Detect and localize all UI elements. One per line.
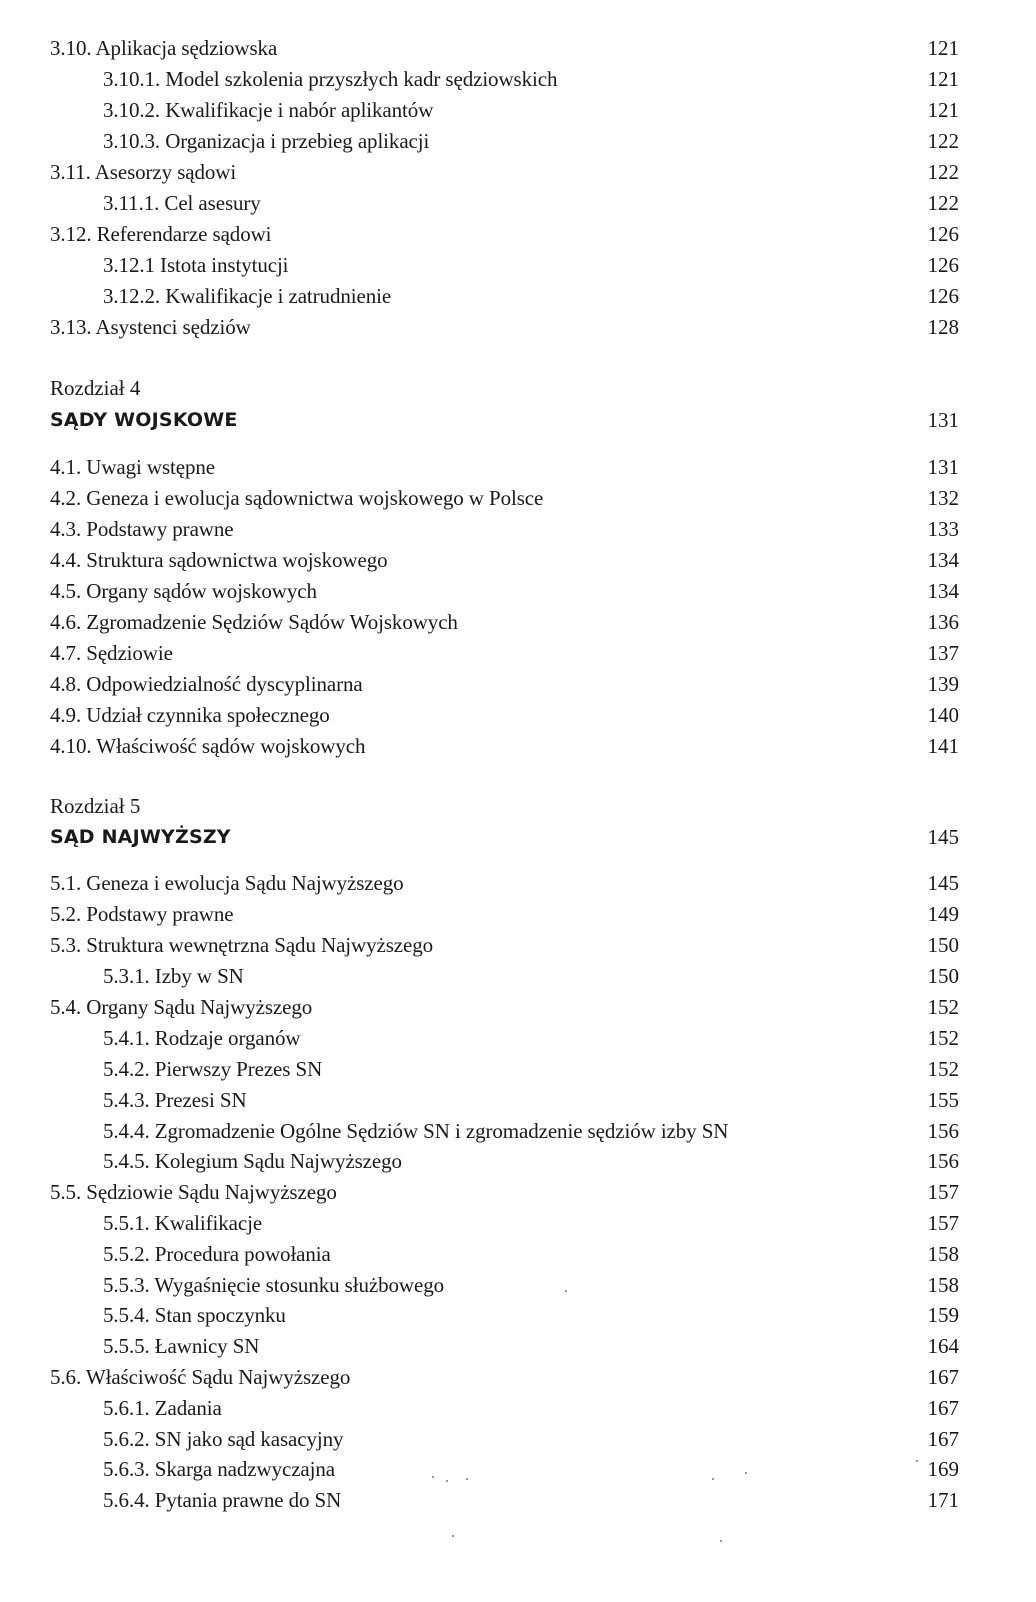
toc-entry[interactable] bbox=[103, 1146, 959, 1176]
scan-speck bbox=[745, 1472, 747, 1474]
entry-title: 3.12.1 Istota instytucji bbox=[103, 253, 289, 277]
entry-page: 141 bbox=[927, 734, 959, 758]
entry-page: 156 bbox=[927, 1119, 959, 1143]
toc-entry[interactable] bbox=[103, 126, 959, 156]
entry-page: 167 bbox=[927, 1427, 959, 1451]
scan-speck bbox=[466, 1478, 468, 1480]
entry-title: 3.10.3. Organizacja i przebieg aplikacji bbox=[103, 129, 430, 153]
entry-title: 3.10.1. Model szkolenia przyszłych kadr sędziowskich bbox=[103, 67, 558, 91]
entry-title: 5.5. Sędziowie Sądu Najwyższego bbox=[50, 1180, 337, 1204]
entry-title: 4.5. Organy sądów wojskowych bbox=[50, 579, 317, 603]
toc-entry[interactable] bbox=[103, 188, 959, 218]
toc-entry[interactable] bbox=[50, 899, 959, 929]
toc-entry[interactable] bbox=[103, 1424, 959, 1454]
chapter-page: 131 bbox=[927, 408, 959, 432]
toc-entry[interactable] bbox=[103, 1116, 959, 1146]
toc-entry[interactable] bbox=[50, 312, 959, 342]
entry-title: 5.5.1. Kwalifikacje bbox=[103, 1211, 263, 1235]
entry-title: 4.7. Sędziowie bbox=[50, 641, 173, 665]
toc-entry[interactable] bbox=[103, 281, 959, 311]
entry-page: 158 bbox=[927, 1242, 959, 1266]
entry-title: 5.4.3. Prezesi SN bbox=[103, 1088, 247, 1112]
entry-title: 5.6.4. Pytania prawne do SN bbox=[103, 1488, 342, 1512]
entry-page: 122 bbox=[927, 129, 959, 153]
entry-page: 126 bbox=[927, 253, 959, 277]
toc-entry[interactable] bbox=[103, 1300, 959, 1330]
entry-page: 128 bbox=[927, 315, 959, 339]
toc-entry[interactable] bbox=[50, 219, 959, 249]
entry-page: 167 bbox=[927, 1396, 959, 1420]
toc-entry[interactable] bbox=[50, 452, 959, 482]
toc-entry[interactable] bbox=[50, 1362, 959, 1392]
entry-page: 167 bbox=[927, 1365, 959, 1389]
entry-title: 5.1. Geneza i ewolucja Sądu Najwyższego bbox=[50, 871, 404, 895]
entry-page: 139 bbox=[927, 672, 959, 696]
entry-page: 121 bbox=[927, 36, 959, 60]
toc-entry[interactable] bbox=[103, 1270, 959, 1300]
toc-entry[interactable] bbox=[103, 1393, 959, 1423]
entry-page: 169 bbox=[927, 1457, 959, 1481]
entry-page: 145 bbox=[927, 871, 959, 895]
entry-page: 150 bbox=[927, 964, 959, 988]
entry-title: 4.4. Struktura sądownictwa wojskowego bbox=[50, 548, 388, 572]
entry-page: 140 bbox=[927, 703, 959, 727]
chapter-4-label: Rozdział 4 bbox=[50, 376, 141, 400]
toc-entry[interactable] bbox=[50, 669, 959, 699]
entry-title: 5.5.2. Procedura powołania bbox=[103, 1242, 331, 1266]
entry-page: 121 bbox=[927, 98, 959, 122]
entry-page: 158 bbox=[927, 1273, 959, 1297]
entry-page: 164 bbox=[927, 1334, 959, 1358]
entry-title: 3.13. Asystenci sędziów bbox=[50, 315, 251, 339]
entry-page: 150 bbox=[927, 933, 959, 957]
scan-speck bbox=[720, 1540, 722, 1542]
toc-entry[interactable] bbox=[50, 700, 959, 730]
toc-entry[interactable] bbox=[50, 868, 959, 898]
entry-page: 171 bbox=[927, 1488, 959, 1512]
entry-page: 136 bbox=[927, 610, 959, 634]
entry-title: 5.6.2. SN jako sąd kasacyjny bbox=[103, 1427, 344, 1451]
entry-title: 5.5.4. Stan spoczynku bbox=[103, 1303, 286, 1327]
entry-page: 152 bbox=[927, 1026, 959, 1050]
entry-title: 4.9. Udział czynnika społecznego bbox=[50, 703, 330, 727]
toc-entry[interactable] bbox=[50, 514, 959, 544]
entry-page: 152 bbox=[927, 1057, 959, 1081]
entry-title: 5.4.2. Pierwszy Prezes SN bbox=[103, 1057, 323, 1081]
scan-speck bbox=[712, 1478, 714, 1480]
toc-entry[interactable] bbox=[103, 250, 959, 280]
entry-page: 131 bbox=[927, 455, 959, 479]
chapter-5-label: Rozdział 5 bbox=[50, 794, 141, 818]
entry-page: 152 bbox=[927, 995, 959, 1019]
chapter-5-heading[interactable] bbox=[50, 822, 959, 852]
toc-entry[interactable] bbox=[103, 1454, 959, 1484]
toc-entry[interactable] bbox=[50, 638, 959, 668]
entry-title: 4.8. Odpowiedzialność dyscyplinarna bbox=[50, 672, 363, 696]
entry-title: 5.6. Właściwość Sądu Najwyższego bbox=[50, 1365, 351, 1389]
entry-title: 3.10. Aplikacja sędziowska bbox=[50, 36, 278, 60]
entry-title: 4.10. Właściwość sądów wojskowych bbox=[50, 734, 366, 758]
toc-entry[interactable] bbox=[50, 992, 959, 1022]
entry-page: 126 bbox=[927, 222, 959, 246]
toc-entry[interactable] bbox=[50, 483, 959, 513]
entry-title: 5.6.3. Skarga nadzwyczajna bbox=[103, 1457, 336, 1481]
entry-title: 3.11. Asesorzy sądowi bbox=[50, 160, 237, 184]
entry-title: 5.4.1. Rodzaje organów bbox=[103, 1026, 301, 1050]
entry-title: 5.5.3. Wygaśnięcie stosunku służbowego bbox=[103, 1273, 444, 1297]
toc-entry[interactable] bbox=[103, 95, 959, 125]
entry-page: 132 bbox=[927, 486, 959, 510]
entry-title: 5.5.5. Ławnicy SN bbox=[103, 1334, 260, 1358]
toc-entry[interactable] bbox=[50, 930, 959, 960]
entry-page: 155 bbox=[927, 1088, 959, 1112]
scan-speck bbox=[432, 1476, 434, 1478]
entry-page: 159 bbox=[927, 1303, 959, 1327]
entry-title: 3.10.2. Kwalifikacje i nabór aplikantów bbox=[103, 98, 434, 122]
entry-page: 157 bbox=[927, 1180, 959, 1204]
toc-entry[interactable] bbox=[103, 1239, 959, 1269]
entry-page: 149 bbox=[927, 902, 959, 926]
toc-entry[interactable] bbox=[50, 576, 959, 606]
scan-speck bbox=[565, 1290, 567, 1292]
entry-title: 3.12. Referendarze sądowi bbox=[50, 222, 272, 246]
entry-title: 4.2. Geneza i ewolucja sądownictwa wojskowego w Polsce bbox=[50, 486, 544, 510]
entry-page: 134 bbox=[927, 548, 959, 572]
toc-entry[interactable] bbox=[50, 33, 959, 63]
toc-entry[interactable] bbox=[103, 1085, 959, 1115]
chapter-4-heading[interactable] bbox=[50, 405, 959, 435]
chapter-title: SĄD NAJWYŻSZY bbox=[50, 826, 231, 848]
toc-entry[interactable] bbox=[103, 1054, 959, 1084]
entry-page: 156 bbox=[927, 1149, 959, 1173]
toc-entry[interactable] bbox=[50, 607, 959, 637]
scan-speck bbox=[452, 1535, 454, 1537]
toc-entry[interactable] bbox=[50, 157, 959, 187]
entry-page: 133 bbox=[927, 517, 959, 541]
entry-page: 122 bbox=[927, 160, 959, 184]
toc-entry[interactable] bbox=[103, 1331, 959, 1361]
chapter-title: SĄDY WOJSKOWE bbox=[50, 409, 238, 431]
entry-title: 3.12.2. Kwalifikacje i zatrudnienie bbox=[103, 284, 392, 308]
toc-entry[interactable] bbox=[50, 731, 959, 761]
entry-page: 157 bbox=[927, 1211, 959, 1235]
toc-entry[interactable] bbox=[50, 1177, 959, 1207]
entry-title: 5.3. Struktura wewnętrzna Sądu Najwyższego bbox=[50, 933, 434, 957]
chapter-page: 145 bbox=[927, 825, 959, 849]
toc-entry[interactable] bbox=[103, 1485, 959, 1515]
entry-page: 126 bbox=[927, 284, 959, 308]
entry-title: 5.2. Podstawy prawne bbox=[50, 902, 234, 926]
entry-title: 4.3. Podstawy prawne bbox=[50, 517, 234, 541]
toc-entry[interactable] bbox=[103, 1208, 959, 1238]
toc-entry[interactable] bbox=[103, 1023, 959, 1053]
toc-entry[interactable] bbox=[103, 961, 959, 991]
entry-page: 122 bbox=[927, 191, 959, 215]
toc-entry[interactable] bbox=[103, 64, 959, 94]
toc-entry[interactable] bbox=[50, 545, 959, 575]
entry-title: 5.3.1. Izby w SN bbox=[103, 964, 244, 988]
entry-title: 5.4.4. Zgromadzenie Ogólne Sędziów SN i zgromadzenie sędziów izby SN bbox=[103, 1119, 729, 1143]
entry-title: 5.4. Organy Sądu Najwyższego bbox=[50, 995, 313, 1019]
entry-page: 121 bbox=[927, 67, 959, 91]
entry-title: 4.6. Zgromadzenie Sędziów Sądów Wojskowych bbox=[50, 610, 458, 634]
entry-title: 3.11.1. Cel asesury bbox=[103, 191, 261, 215]
entry-title: 5.6.1. Zadania bbox=[103, 1396, 222, 1420]
scan-speck bbox=[916, 1460, 918, 1462]
entry-title: 5.4.5. Kolegium Sądu Najwyższego bbox=[103, 1149, 402, 1173]
entry-page: 137 bbox=[927, 641, 959, 665]
entry-page: 134 bbox=[927, 579, 959, 603]
scan-speck bbox=[446, 1480, 448, 1482]
entry-title: 4.1. Uwagi wstępne bbox=[50, 455, 216, 479]
